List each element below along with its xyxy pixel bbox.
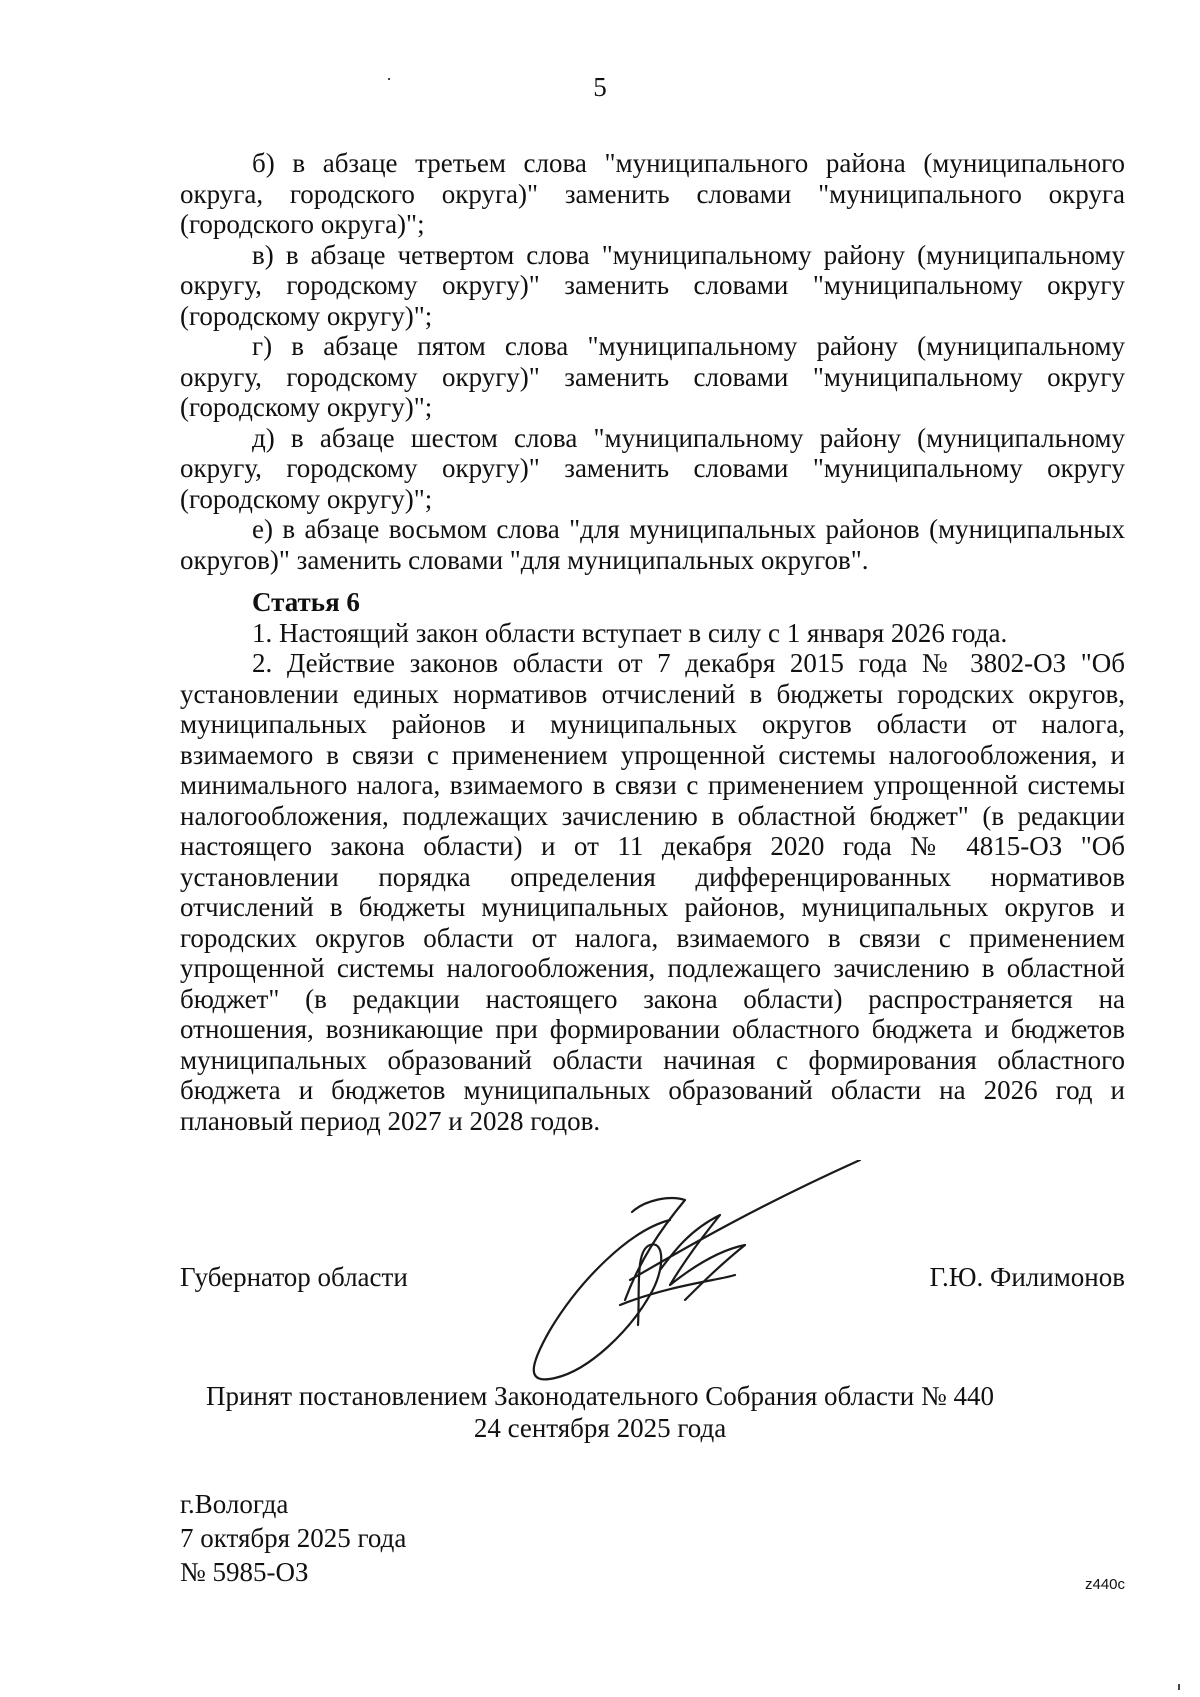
footer-city: г.Вологда xyxy=(180,1489,289,1519)
document-code: z440c xyxy=(1085,1576,1126,1593)
paragraph-v: в) в абзаце четвертом слова "муниципальному району (муниципальному округу, городскому округу)" заменить словами "муниципальному округу (городскому округу)"; xyxy=(180,239,1125,331)
article-6-item-2: 2. Действие законов области от 7 декабря 2015 года № 3802-ОЗ "Об установлении единых нормативов отчислений в бюджеты городских округов, муниципальных районов и муниципальных округов области от налога, взимаемого в связи с применением упрощенной системы налогообложения, и минимального налога, взимаемого в связи с применением упрощенной системы налогообложения, подлежащих зачислению в областной бюджет" (в редакции настоящего закона области) и от 11 декабря 2020 года № 4815-ОЗ "Об установлении порядка определения дифференцированных нормативов отчислений в бюджеты муниципальных районов, муниципальных округов и городских округов области от налога, взимаемого в связи с применением упрощенной системы налогообложения, подлежащего зачислению в областной бюджет" (в редакции настоящего закона области) распространяется на отношения, возникающие при формировании областного бюджета и бюджетов муниципальных образований области начиная с формирования областного бюджета и бюджетов муниципальных образований области на 2026 год и плановый период 2027 и 2028 годов. xyxy=(180,648,1125,1136)
adoption-line-1: Принят постановлением Законодательного Собрания области № 440 xyxy=(205,1381,995,1411)
footer-date: 7 октября 2025 года xyxy=(180,1523,407,1553)
paragraph-e: е) в абзаце восьмом слова "для муниципальных районов (муниципальных округов)" заменить словами "для муниципальных округов". xyxy=(180,514,1125,575)
handwritten-signature xyxy=(520,1160,880,1390)
scan-speck xyxy=(388,78,390,80)
signatory-title: Губернатор области xyxy=(180,1262,408,1292)
signatory-name: Г.Ю. Филимонов xyxy=(929,1262,1125,1292)
page-number: 5 xyxy=(593,72,607,102)
article-6-item-1: 1. Настоящий закон области вступает в силу с 1 января 2026 года. xyxy=(252,617,1008,648)
article-6-heading: Статья 6 xyxy=(252,587,360,617)
footer-number: № 5985-ОЗ xyxy=(180,1557,309,1587)
paragraph-d: д) в абзаце шестом слова "муниципальному району (муниципальному округу, городскому округу)" заменить словами "муниципальному округу (городскому округу)"; xyxy=(180,422,1125,514)
footer-block xyxy=(180,1487,406,1589)
adoption-block xyxy=(0,1380,1200,1444)
paragraph-b: б) в абзаце третьем слова "муниципального района (муниципального округа, городского округа)" заменить словами "муниципального округа (городского округа)"; xyxy=(180,148,1125,239)
document-body xyxy=(180,148,1125,1136)
scan-speck xyxy=(1178,1684,1180,1690)
paragraph-g: г) в абзаце пятом слова "муниципальному району (муниципальному округу, городскому округу)" заменить словами "муниципальному округу (городскому округу)"; xyxy=(180,331,1125,422)
adoption-line-2: 24 сентября 2025 года xyxy=(473,1413,727,1443)
